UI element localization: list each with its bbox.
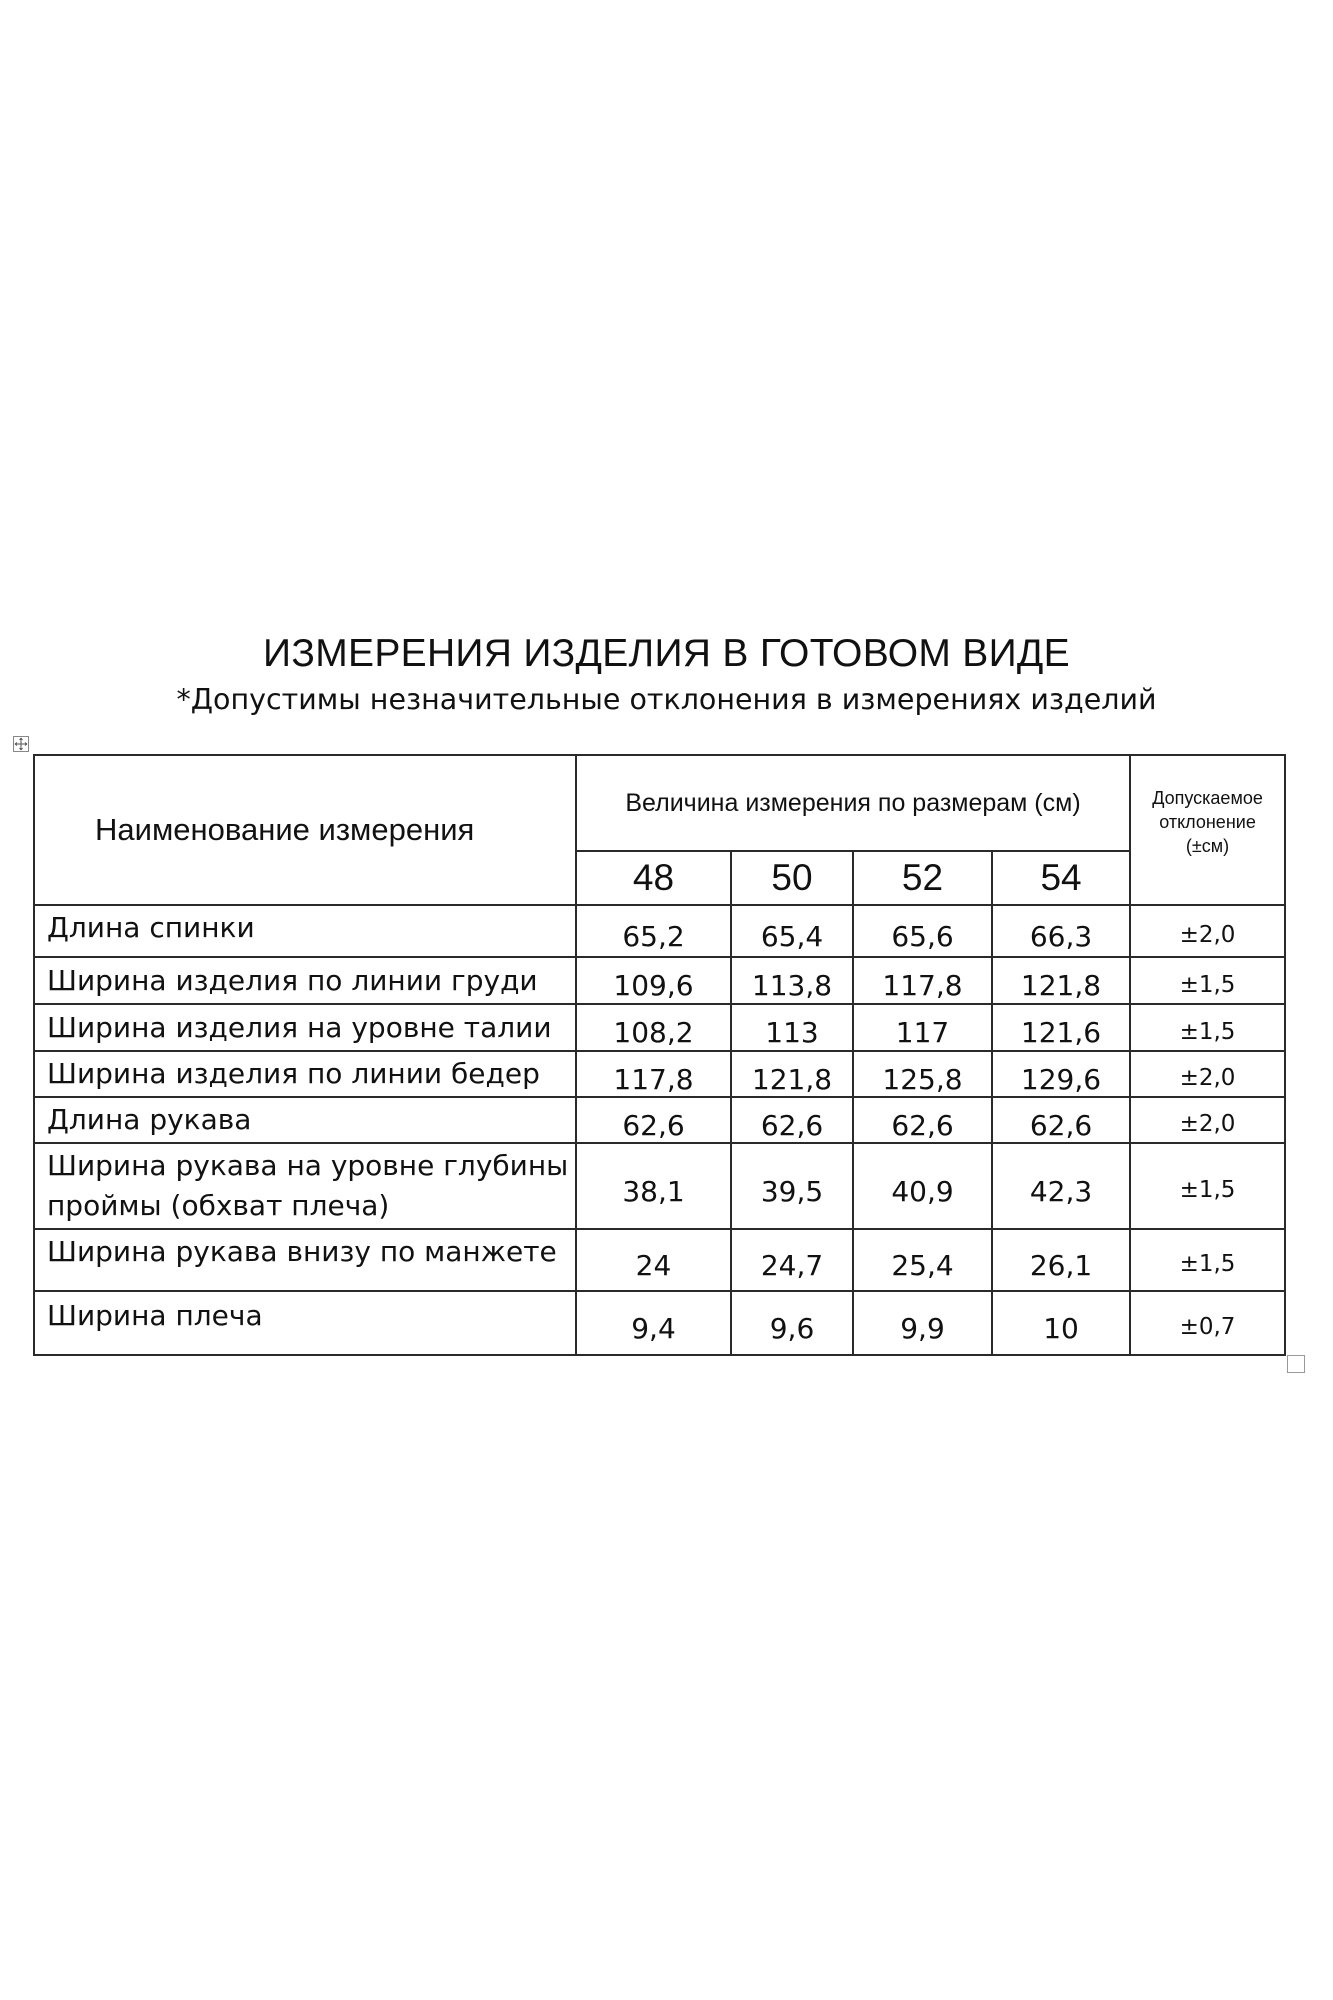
document-title: ИЗМЕРЕНИЯ ИЗДЕЛИЯ В ГОТОВОМ ВИДЕ: [263, 632, 1070, 675]
table-row: [34, 905, 1285, 957]
row-label: Ширина изделия на уровне талии: [34, 1004, 576, 1051]
cell-value: 24,7: [731, 1229, 853, 1291]
table-resize-handle-icon[interactable]: [1287, 1355, 1305, 1373]
cell-value: 117,8: [576, 1051, 731, 1097]
cell-value: 25,4: [853, 1229, 992, 1291]
header-tolerance-line2: отклонение: [1159, 812, 1256, 832]
row-label: Ширина изделия по линии груди: [34, 957, 576, 1004]
row-label: Ширина рукава внизу по манжете: [34, 1229, 576, 1291]
table-row: [34, 1097, 1285, 1143]
row-label: Ширина плеча: [34, 1291, 576, 1355]
cell-tolerance: ±1,5: [1130, 1143, 1285, 1229]
cell-tolerance: ±0,7: [1130, 1291, 1285, 1355]
cell-tolerance: ±1,5: [1130, 1004, 1285, 1051]
cell-value: 66,3: [992, 905, 1130, 957]
cell-value: 121,6: [992, 1004, 1130, 1051]
cell-value: 9,9: [853, 1291, 992, 1355]
header-tolerance: [1130, 755, 1285, 905]
cell-value: 39,5: [731, 1143, 853, 1229]
cell-value: 117: [853, 1004, 992, 1051]
cell-value: 62,6: [992, 1097, 1130, 1143]
size-header-54: 54: [992, 851, 1130, 905]
table-move-handle-icon[interactable]: [13, 736, 29, 752]
cell-value: 62,6: [853, 1097, 992, 1143]
cell-value: 125,8: [853, 1051, 992, 1097]
cell-value: 109,6: [576, 957, 731, 1004]
header-measurement-name: Наименование измерения: [34, 755, 576, 905]
document-subtitle: *Допустимы незначительные отклонения в измерениях изделий: [176, 683, 1157, 716]
cell-value: 129,6: [992, 1051, 1130, 1097]
row-label: Длина рукава: [34, 1097, 576, 1143]
cell-value: 40,9: [853, 1143, 992, 1229]
cell-value: 62,6: [731, 1097, 853, 1143]
cell-value: 117,8: [853, 957, 992, 1004]
cell-value: 9,4: [576, 1291, 731, 1355]
table-row: [34, 1004, 1285, 1051]
cell-value: 26,1: [992, 1229, 1130, 1291]
cell-tolerance: ±1,5: [1130, 957, 1285, 1004]
table-row: [34, 1291, 1285, 1355]
cell-value: 9,6: [731, 1291, 853, 1355]
table-row: [34, 1229, 1285, 1291]
header-tolerance-line3: (±см): [1185, 836, 1230, 856]
cell-value: 62,6: [576, 1097, 731, 1143]
cell-value: 65,6: [853, 905, 992, 957]
table-row: [34, 1051, 1285, 1097]
size-header-50: 50: [731, 851, 853, 905]
row-label: Длина спинки: [34, 905, 576, 957]
cell-value: 121,8: [731, 1051, 853, 1097]
cell-value: 113,8: [731, 957, 853, 1004]
header-measurement-value: Величина измерения по размерам (см): [576, 755, 1130, 851]
cell-value: 65,2: [576, 905, 731, 957]
cell-value: 38,1: [576, 1143, 731, 1229]
cell-tolerance: ±2,0: [1130, 1051, 1285, 1097]
cell-value: 42,3: [992, 1143, 1130, 1229]
header-tolerance-line1: Допускаемое: [1152, 788, 1263, 808]
size-header-48: 48: [576, 851, 731, 905]
cell-tolerance: ±2,0: [1130, 905, 1285, 957]
cell-value: 121,8: [992, 957, 1130, 1004]
cell-value: 65,4: [731, 905, 853, 957]
table-row: [34, 957, 1285, 1004]
cell-value: 10: [992, 1291, 1130, 1355]
measurements-table: [33, 754, 1286, 1356]
cell-value: 24: [576, 1229, 731, 1291]
cell-tolerance: ±1,5: [1130, 1229, 1285, 1291]
size-header-52: 52: [853, 851, 992, 905]
table-row: [34, 1143, 1285, 1229]
row-label: Ширина рукава на уровне глубины проймы (обхват плеча): [34, 1143, 576, 1229]
cell-tolerance: ±2,0: [1130, 1097, 1285, 1143]
row-label: Ширина изделия по линии бедер: [34, 1051, 576, 1097]
cell-value: 108,2: [576, 1004, 731, 1051]
cell-value: 113: [731, 1004, 853, 1051]
